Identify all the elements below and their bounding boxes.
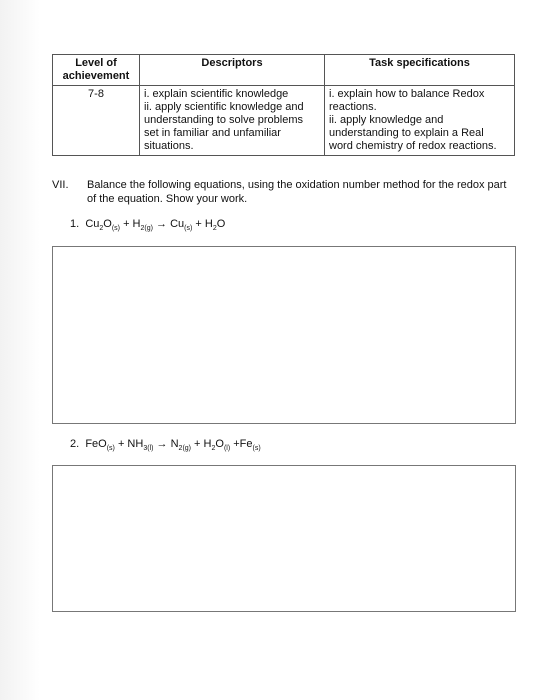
eq-term: O: [216, 218, 226, 230]
eq-state: (l): [147, 445, 154, 453]
reaction-arrow-icon: →: [152, 218, 171, 230]
rubric-row: [53, 86, 515, 156]
question-1-equation: [70, 218, 225, 232]
eq-subscript: 2: [178, 445, 183, 453]
eq-subscript: 2: [99, 225, 104, 233]
task-specs-cell: [325, 86, 515, 156]
eq-term: Cu: [85, 218, 100, 230]
eq-term: + H: [192, 218, 213, 230]
header-task-specifications: Task specifications: [325, 55, 515, 86]
section-number: VII.: [52, 179, 69, 191]
eq-subscript: 2: [212, 225, 217, 233]
instruction-text: Balance the following equations, using the oxidation number method for the redox part of the equation. Show your work.: [87, 179, 507, 205]
eq-state: (s): [111, 225, 121, 233]
assessment-rubric-table: [52, 54, 515, 156]
task-spec-item: ii. apply knowledge and understanding to explain a Real word chemistry of redox reactions.: [329, 114, 497, 152]
descriptors-cell: [140, 86, 325, 156]
answer-box-2[interactable]: [52, 465, 516, 612]
header-descriptors: Descriptors: [140, 55, 325, 86]
rubric-header-row: [53, 55, 515, 86]
question-number: 1.: [70, 218, 80, 230]
eq-term: Cu: [170, 218, 185, 230]
eq-term: + H: [120, 218, 141, 230]
eq-subscript: 2: [140, 225, 145, 233]
reaction-arrow-icon: →: [153, 438, 171, 450]
eq-state: (s): [252, 445, 261, 453]
level-value: 7-8: [53, 86, 140, 156]
eq-term: O: [103, 218, 112, 230]
task-spec-item: i. explain how to balance Redox reactions.: [329, 88, 485, 113]
question-number: 2.: [70, 438, 80, 450]
descriptor-item: i. explain scientific knowledge: [144, 88, 289, 100]
eq-state: (s): [106, 445, 115, 453]
eq-term: N: [170, 438, 179, 450]
eq-term: O: [215, 438, 224, 450]
question-2-equation: [70, 438, 261, 452]
page-shadow: [0, 0, 40, 700]
eq-state: (g): [182, 445, 191, 453]
eq-term: FeO: [85, 438, 107, 450]
eq-term: + H: [191, 438, 212, 450]
eq-subscript: 2: [211, 445, 216, 453]
eq-state: (l): [223, 445, 231, 453]
eq-state: (g): [144, 225, 153, 233]
eq-subscript: 3: [143, 445, 148, 453]
answer-box-1[interactable]: [52, 246, 516, 424]
eq-term: +Fe: [230, 438, 253, 450]
header-level: Level of achievement: [53, 55, 140, 86]
descriptor-item: ii. apply scientific knowledge and understanding to solve problems set in familiar and unfamiliar situations.: [144, 101, 304, 152]
eq-term: + NH: [114, 438, 144, 450]
eq-state: (s): [184, 225, 193, 233]
